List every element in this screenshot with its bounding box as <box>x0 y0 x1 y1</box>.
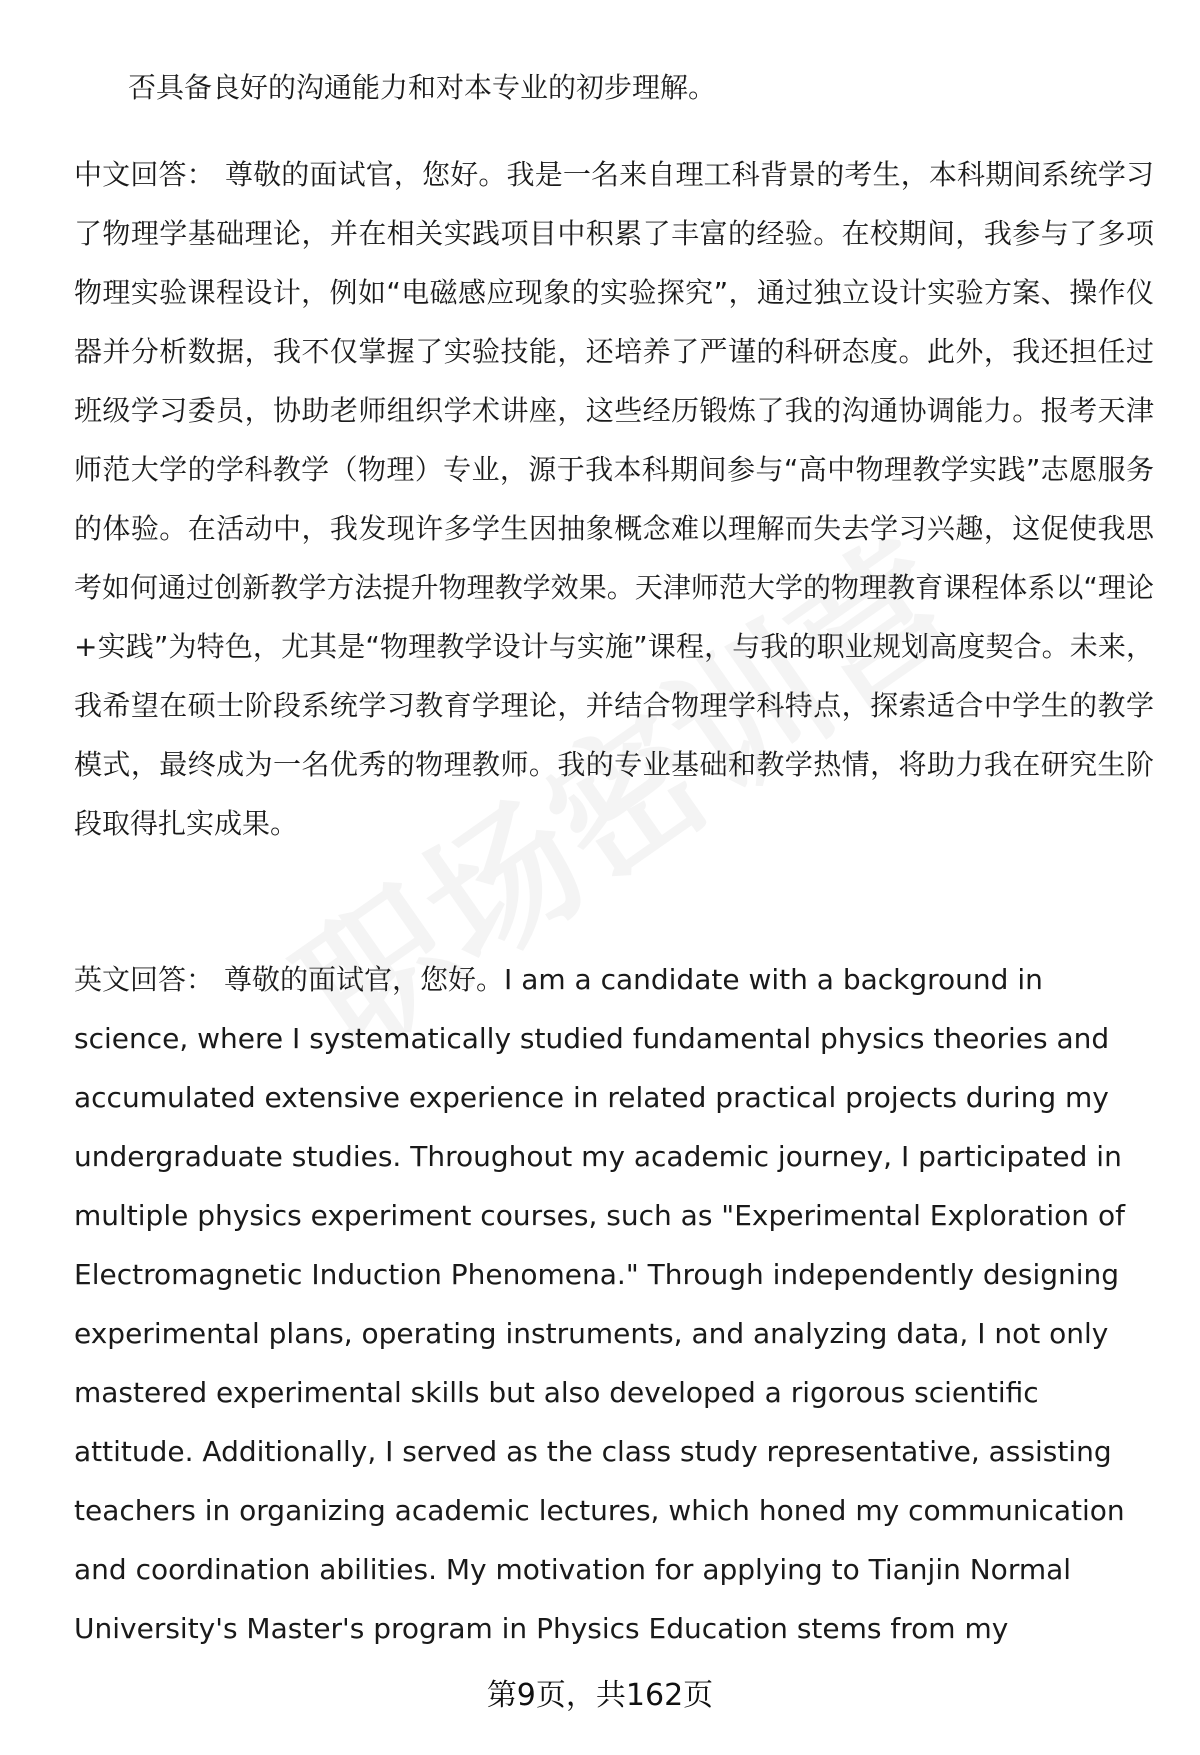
chinese-answer-paragraph <box>74 145 1154 853</box>
english-answer-label: 英文回答： <box>74 963 215 996</box>
chinese-answer-body: 我是一名来自理工科背景的考生，本科期间系统学习了物理学基础理论，并在相关实践项目中积累了丰富的经验。在校期间，我参与了多项物理实验课程设计，例如“电磁感应现象的实验探究”，通过独立设计实验方案、操作仪器并分析数据，我不仅掌握了实验技能，还培养了严谨的科研态度。此外，我还担任过班级学习委员，协助老师组织学术讲座，这些经历锻炼了我的沟通协调能力。报考天津师范大学的学科教学（物理）专业，源于我本科期间参与“高中物理教学实践”志愿服务的体验。在活动中，我发现许多学生因抽象概念难以理解而失去学习兴趣，这促使我思考如何通过创新教学方法提升物理教学效果。天津师范大学的物理教育课程体系以“理论+实践”为特色，尤其是“物理教学设计与实施”课程，与我的职业规划高度契合。未来，我希望在硕士阶段系统学习教育学理论，并结合物理学科特点，探索适合中学生的教学模式，最终成为一名优秀的物理教师。我的专业基础和教学热情，将助力我在研究生阶段取得扎实成果。 <box>74 158 1154 840</box>
page-number-footer: 第9页，共162页 <box>486 1678 714 1713</box>
chinese-answer-label: 中文回答： <box>74 158 215 191</box>
intro-paragraph <box>128 58 1128 117</box>
english-answer-greeting: 尊敬的面试官，您好。 <box>224 963 505 996</box>
english-answer-paragraph <box>74 950 1154 1658</box>
chinese-answer-greeting: 尊敬的面试官，您好。 <box>224 158 507 191</box>
english-answer-body: I am a candidate with a background in science, where I systematically studied fundamental physics theories and accumulated extensive experience in related practical projects during my undergraduate studies. Throughout my academic journey, I participated in multiple physics experiment courses, such as "Experimental Exploration of Electromagnetic Induction Phenomena." Through independently designing experimental plans, operating instruments, and analyzing data, I not only mastered experimental skills but also developed a rigorous scientific attitude. Additionally, I served as the class study representative, assisting teachers in organizing academic lectures, which honed my communication and coordination abilities. My motivation for applying to Tianjin Normal University's Master's program in Physics Education stems from my <box>74 963 1125 1645</box>
intro-text: 否具备良好的沟通能力和对本专业的初步理解。 <box>128 71 717 104</box>
